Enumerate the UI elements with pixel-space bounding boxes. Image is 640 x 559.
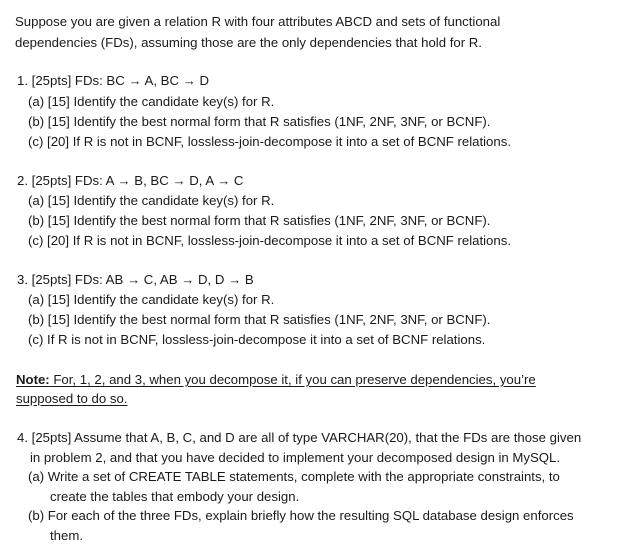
problem-2-part-a: (a) [15] Identify the candidate key(s) for R. [28, 193, 275, 208]
note-text: For, 1, 2, and 3, when you decompose it, if you can preserve dependencies, you’re [49, 372, 536, 387]
problem-4-part-b-line-1: (b) For each of the three FDs, explain briefly how the resulting SQL database design enforces [28, 508, 574, 523]
problem-2-header: 2. [25pts] FDs: A → B, BC → D, A → C [17, 173, 244, 188]
problem-4-line-1: 4. [25pts] Assume that A, B, C, and D are all of type VARCHAR(20), that the FDs are those given [17, 430, 582, 445]
problem-4-line-2: in problem 2, and that you have decided to implement your decomposed design in MySQL. [30, 450, 561, 465]
note-line-1 [16, 370, 536, 389]
problem-2-part-b: (b) [15] Identify the best normal form that R satisfies (1NF, 2NF, 3NF, or BCNF). [28, 213, 491, 228]
problem-1-header: 1. [25pts] FDs: BC → A, BC → D [17, 73, 210, 88]
problem-3-header: 3. [25pts] FDs: AB → C, AB → D, D → B [17, 272, 254, 287]
note-line-2: supposed to do so. [16, 391, 128, 406]
intro-line-1: Suppose you are given a relation R with four attributes ABCD and sets of functional [15, 14, 501, 29]
problem-3-part-b: (b) [15] Identify the best normal form that R satisfies (1NF, 2NF, 3NF, or BCNF). [28, 312, 491, 327]
problem-4-part-a-line-2: create the tables that embody your design. [50, 489, 300, 504]
problem-4-part-b-line-2: them. [50, 528, 83, 543]
problem-2-part-c: (c) [20] If R is not in BCNF, lossless-join-decompose it into a set of BCNF relations. [28, 233, 511, 248]
problem-3-part-a: (a) [15] Identify the candidate key(s) for R. [28, 292, 275, 307]
problem-1-part-c: (c) [20] If R is not in BCNF, lossless-join-decompose it into a set of BCNF relations. [28, 134, 511, 149]
note-label: Note: [16, 372, 50, 387]
problem-1-part-a: (a) [15] Identify the candidate key(s) for R. [28, 94, 275, 109]
problem-3-part-c: (c) If R is not in BCNF, lossless-join-decompose it into a set of BCNF relations. [28, 332, 486, 347]
problem-4-part-a-line-1: (a) Write a set of CREATE TABLE statements, complete with the appropriate constraints, to [28, 469, 560, 484]
problem-1-part-b: (b) [15] Identify the best normal form that R satisfies (1NF, 2NF, 3NF, or BCNF). [28, 114, 491, 129]
intro-line-2: dependencies (FDs), assuming those are the only dependencies that hold for R. [15, 35, 482, 50]
